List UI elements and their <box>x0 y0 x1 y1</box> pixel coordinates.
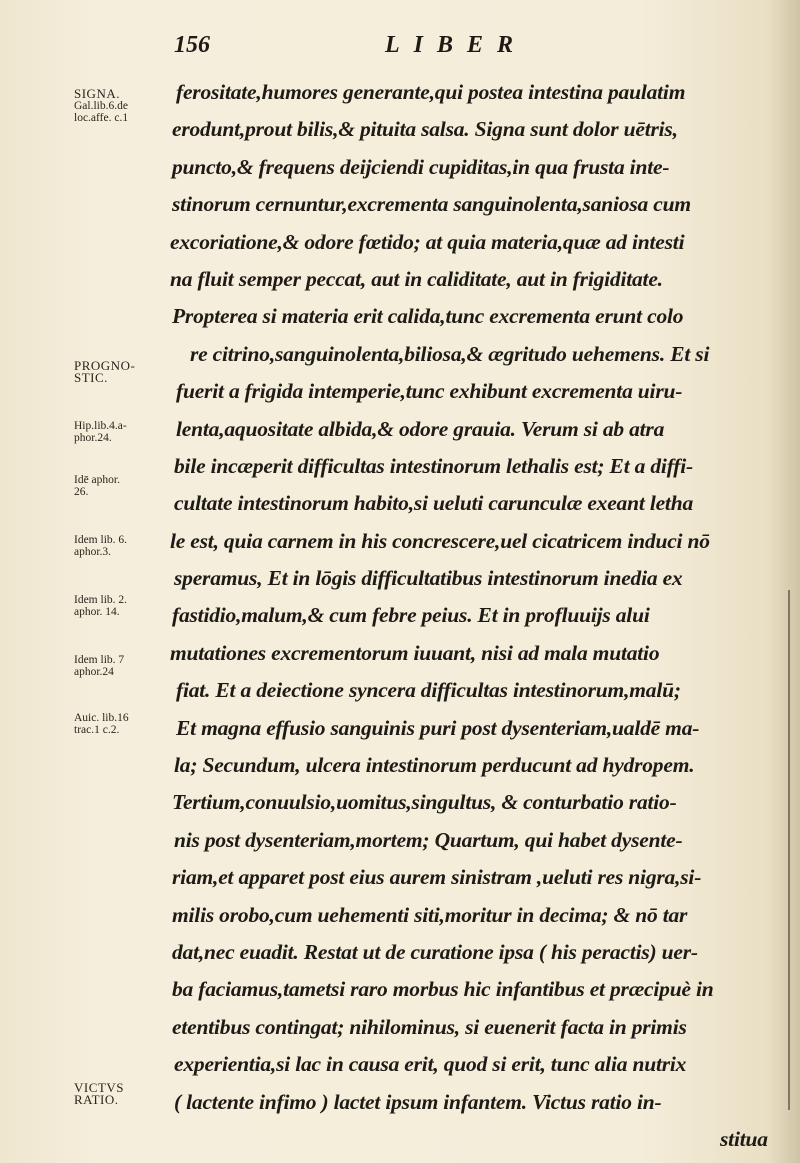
text-line: na fluit semper peccat, aut in caliditate, aut in frigiditate. <box>170 266 663 291</box>
text-line: ba faciamus,tametsi raro morbus hic infantibus et præcipuè in <box>172 977 714 1002</box>
text-line: stitua <box>720 1126 768 1151</box>
margin-note-idem-lib2 <box>74 594 160 618</box>
margin-note-line: Auic. lib.16 <box>74 712 129 724</box>
text-line: Tertium,conuulsio,uomitus,singultus, & conturbatio ratio- <box>172 790 677 815</box>
text-line: milis orobo,cum uehementi siti,moritur in decima; & nō tar <box>172 902 688 927</box>
margin-note-idem-lib7 <box>74 654 160 678</box>
margin-note-line: PROGNO- <box>74 358 136 373</box>
margin-note-line: loc.affe. c.1 <box>74 112 129 124</box>
text-line: re citrino,sanguinolenta,biliosa,& ægritudo uehemens. Et si <box>190 341 710 366</box>
text-line: mutationes excrementorum iuuant, nisi ad mala mutatio <box>170 640 660 665</box>
text-line: la; Secundum, ulcera intestinorum perducunt ad hydropem. <box>174 753 695 778</box>
margin-note-line: Gal.lib.6.de <box>74 100 128 112</box>
text-line: fuerit a frigida intemperie,tunc exhibunt excrementa uiru- <box>176 379 683 404</box>
page-header <box>170 32 730 68</box>
margin-note-hip-4 <box>74 420 160 444</box>
text-line: bile incæperit difficultas intestinorum lethalis est; Et a diffi- <box>174 453 693 478</box>
text-line: etentibus contingat; nihilominus, si euenerit facta in primis <box>172 1014 687 1039</box>
text-line: puncto,& frequens deijciendi cupiditas,in qua frusta inte- <box>172 154 670 179</box>
margin-note-line: 26. <box>74 486 89 498</box>
margin-note-line: Idem lib. 7 <box>74 654 125 666</box>
running-head: LIBER <box>385 32 528 58</box>
text-line: Propterea si materia erit calida,tunc excrementa erunt colo <box>172 304 684 329</box>
margin-note-line: aphor.24 <box>74 666 114 678</box>
text-line: stinorum cernuntur,excrementa sanguinolenta,saniosa cum <box>172 192 691 217</box>
margin-note-auic <box>74 712 160 736</box>
page-number: 156 <box>174 32 210 58</box>
margin-note-line: Idem lib. 2. <box>74 594 128 606</box>
margin-note-signa <box>74 88 160 124</box>
margin-note-line: SIGNA. <box>74 86 120 101</box>
margin-note-line: phor.24. <box>74 432 112 444</box>
text-line: speramus, Et in lōgis difficultatibus intestinorum inedia ex <box>174 566 683 591</box>
margin-note-idem-lib6 <box>74 534 160 558</box>
margin-note-line: VICTVS <box>74 1080 124 1095</box>
text-line: ferositate,humores generante,qui postea intestina paulatim <box>176 80 686 104</box>
text-line: le est, quia carnem in his concrescere,uel cicatricem induci nō <box>170 528 710 553</box>
text-line: experientia,si lac in causa erit, quod si erit, tunc alia nutrix <box>174 1052 687 1077</box>
text-line: riam,et apparet post eius aurem sinistram ,ueluti res nigra,si- <box>172 865 702 890</box>
page-edge-rule <box>788 590 790 1110</box>
margin-note-line: Idem lib. 6. <box>74 534 128 546</box>
text-line: ( lactente infimo ) lactet ipsum infantem. Victus ratio in- <box>174 1089 662 1114</box>
main-text-column <box>150 74 770 1158</box>
margin-note-line: RATIO. <box>74 1092 119 1107</box>
text-line: fastidio,malum,& cum febre peius. Et in profluuijs alui <box>172 603 650 628</box>
text-line: cultate intestinorum habito,si ueluti carunculæ exeant letha <box>174 491 694 516</box>
text-line: nis post dysenteriam,mortem; Quartum, qui habet dysente- <box>174 827 683 852</box>
text-line: Et magna effusio sanguinis puri post dysenteriam,ualdē ma- <box>176 715 700 740</box>
margin-note-line: Idē aphor. <box>74 474 120 486</box>
margin-note-line: aphor. 14. <box>74 606 120 618</box>
margin-note-line: aphor.3. <box>74 546 112 558</box>
margin-note-idem-aphor <box>74 474 160 498</box>
margin-note-line: trac.1 c.2. <box>74 724 120 736</box>
text-line: fiat. Et a deiectione syncera difficultas intestinorum,malū; <box>176 678 681 703</box>
text-line: dat,nec euadit. Restat ut de curatione ipsa ( his peractis) uer- <box>172 939 698 964</box>
margin-note-victus <box>74 1082 160 1106</box>
margin-note-line: Hip.lib.4.a- <box>74 420 127 432</box>
text-line: excoriatione,& odore fœtido; at quia materia,quæ ad intesti <box>170 229 685 254</box>
text-line: erodunt,prout bilis,& pituita salsa. Signa sunt dolor uētris, <box>172 117 678 142</box>
margin-note-prognostic <box>74 360 160 384</box>
margin-note-line: STIC. <box>74 370 108 385</box>
text-line: lenta,aquositate albida,& odore grauia. Verum si ab atra <box>176 416 665 441</box>
